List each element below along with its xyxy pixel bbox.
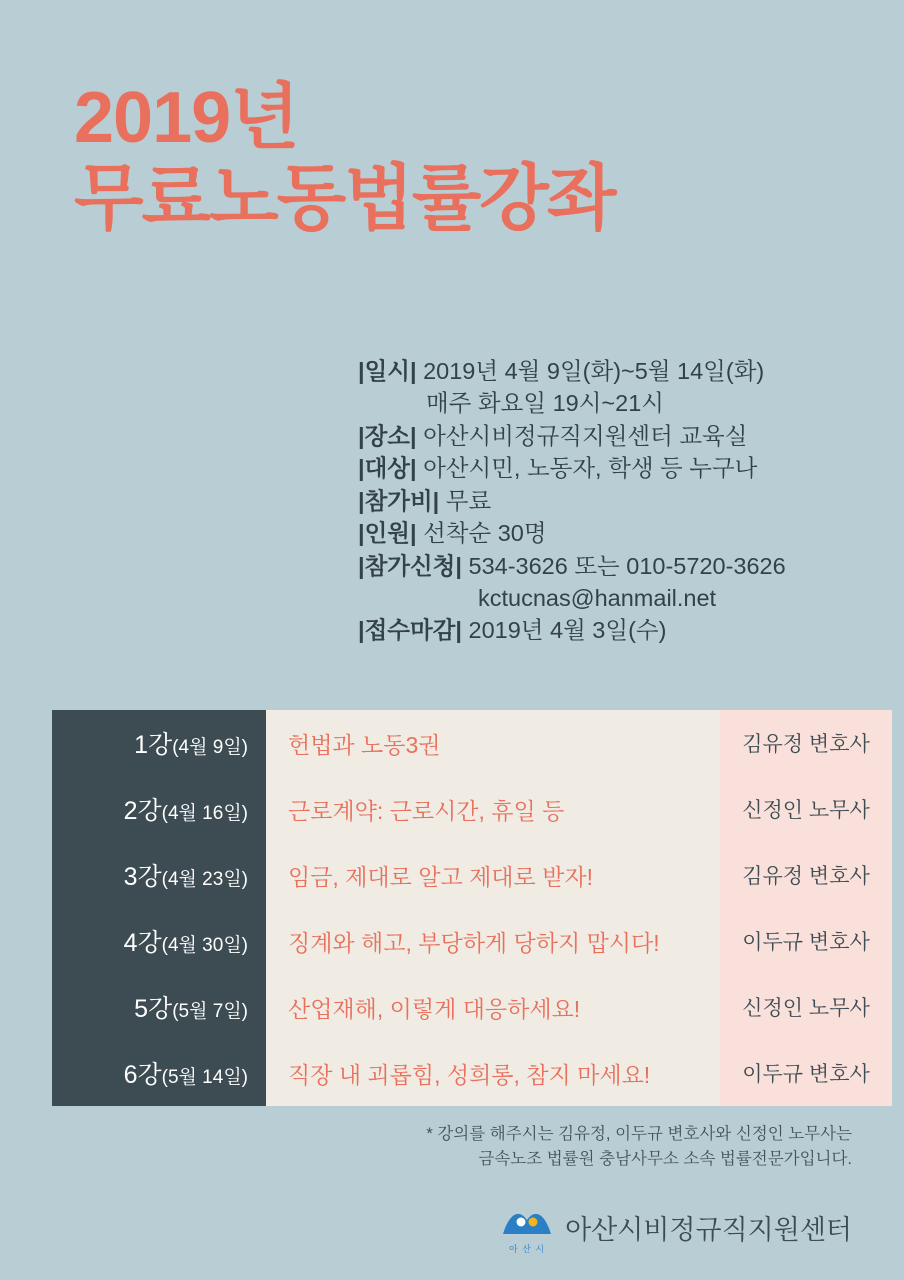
title-line-year: 2019년	[74, 78, 299, 158]
row-session-date: (4월 23일)	[161, 869, 248, 890]
asan-city-logo-icon	[499, 1200, 555, 1254]
table-row	[52, 776, 892, 842]
table-row	[52, 1040, 892, 1106]
info-label-deadline: |접수마감|	[358, 617, 462, 644]
row-lecturer: 김유정 변호사	[720, 842, 892, 908]
row-session-no: 3강	[123, 863, 162, 891]
info-row-place	[358, 420, 868, 452]
row-session-cell	[52, 974, 266, 1040]
row-session-cell	[52, 710, 266, 776]
info-row-target	[358, 452, 868, 484]
info-label-apply: |참가신청|	[358, 552, 462, 579]
row-session-date: (4월 9일)	[172, 737, 248, 758]
organization-logo-row	[499, 1200, 852, 1254]
row-topic: 헌법과 노동3권	[266, 710, 720, 776]
info-value-deadline: 2019년 4월 3일(수)	[468, 617, 667, 644]
schedule-table-body	[52, 710, 892, 1106]
info-row-fee	[358, 485, 868, 517]
info-row-date	[358, 355, 868, 387]
info-label-capacity: |인원|	[358, 520, 417, 547]
logo-caption: 아 산 시	[509, 1244, 546, 1254]
row-session-cell	[52, 842, 266, 908]
info-label-date: |일시|	[358, 358, 417, 384]
row-topic: 임금, 제대로 알고 제대로 받자!	[266, 842, 720, 908]
row-lecturer: 이두규 변호사	[720, 908, 892, 974]
table-row	[52, 842, 892, 908]
footnote-line-2: 금속노조 법률원 충남사무소 소속 법률전문가입니다.	[478, 1149, 852, 1168]
schedule-table	[52, 710, 892, 1106]
row-lecturer: 김유정 변호사	[720, 710, 892, 776]
info-value-target: 아산시민, 노동자, 학생 등 누구나	[423, 455, 758, 482]
row-session-no: 5강	[134, 995, 173, 1023]
table-row	[52, 710, 892, 776]
poster-title	[74, 78, 834, 239]
row-lecturer: 신정인 노무사	[720, 974, 892, 1040]
footnote-line-1: * 강의를 해주시는 김유정, 이두규 변호사와 신정인 노무사는	[426, 1125, 852, 1143]
info-row-apply	[358, 550, 868, 582]
row-session-date: (4월 16일)	[161, 803, 248, 824]
organization-name: 아산시비정규직지원센터	[565, 1214, 852, 1245]
info-row-date-sub	[358, 387, 868, 419]
row-topic: 징계와 해고, 부당하게 당하지 맙시다!	[266, 908, 720, 974]
info-value-date-2: 매주 화요일 19시~21시	[426, 390, 664, 417]
row-session-date: (5월 14일)	[161, 1067, 248, 1088]
row-topic: 산업재해, 이렇게 대응하세요!	[266, 974, 720, 1040]
info-row-capacity	[358, 517, 868, 549]
row-session-no: 4강	[123, 929, 162, 957]
row-lecturer: 신정인 노무사	[720, 776, 892, 842]
footnote	[52, 1122, 852, 1172]
info-label-fee: |참가비|	[358, 487, 440, 514]
title-line-main: 무료노동법률강좌	[74, 158, 615, 239]
info-row-deadline	[358, 614, 868, 646]
event-info-block	[358, 355, 868, 647]
info-label-target: |대상|	[358, 455, 417, 482]
info-value-fee: 무료	[445, 487, 492, 514]
row-session-date: (5월 7일)	[172, 1001, 248, 1022]
logo-mark-svg	[499, 1200, 555, 1244]
row-session-cell	[52, 908, 266, 974]
row-session-date: (4월 30일)	[161, 935, 248, 956]
table-row	[52, 908, 892, 974]
row-session-no: 1강	[134, 731, 173, 759]
info-value-place: 아산시비정규직지원센터 교육실	[423, 422, 748, 449]
info-value-capacity: 선착순 30명	[423, 520, 547, 547]
table-row	[52, 974, 892, 1040]
row-session-no: 2강	[123, 797, 162, 825]
row-lecturer: 이두규 변호사	[720, 1040, 892, 1106]
row-topic: 직장 내 괴롭힘, 성희롱, 참지 마세요!	[266, 1040, 720, 1106]
row-topic: 근로계약: 근로시간, 휴일 등	[266, 776, 720, 842]
info-label-place: |장소|	[358, 422, 417, 449]
info-value-apply-email: kctucnas@hanmail.net	[478, 584, 717, 611]
info-value-date: 2019년 4월 9일(화)~5월 14일(화)	[423, 358, 765, 384]
info-value-apply: 534-3626 또는 010-5720-3626	[468, 552, 786, 579]
row-session-no: 6강	[123, 1061, 162, 1089]
row-session-cell	[52, 1040, 266, 1106]
row-session-cell	[52, 776, 266, 842]
info-row-apply-email	[358, 582, 868, 614]
